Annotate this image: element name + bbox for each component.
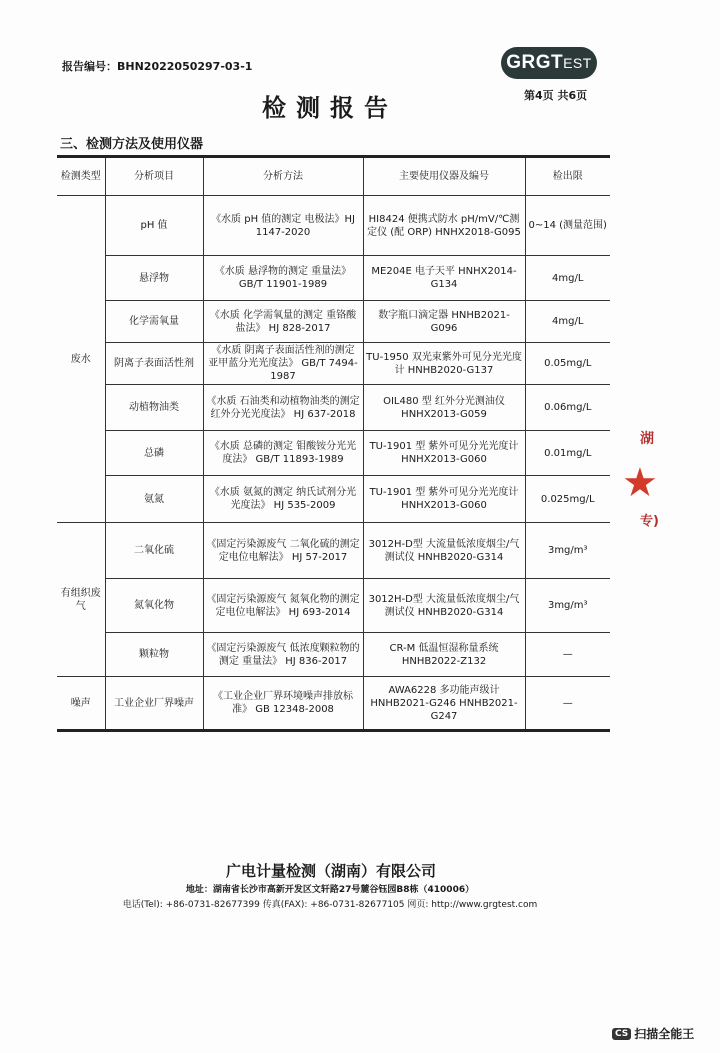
- table-row: [57, 431, 610, 476]
- method-cell: 《固定污染源废气 氮氧化物的测定 定电位电解法》 HJ 693-2014: [203, 579, 363, 633]
- item-cell: 总磷: [105, 431, 203, 476]
- instrument-cell: 3012H-D型 大流量低浓度烟尘/气测试仪 HNHB2020-G314: [363, 523, 525, 579]
- grgtest-logo: [501, 47, 597, 79]
- limit-cell: —: [525, 633, 610, 677]
- method-cell: 《水质 悬浮物的测定 重量法》 GB/T 11901-1989: [203, 256, 363, 301]
- watermark-label: 扫描全能王: [634, 1027, 695, 1041]
- item-cell: 颗粒物: [105, 633, 203, 677]
- table-row: [57, 301, 610, 343]
- company-name: 广电计量检测（湖南）有限公司: [225, 862, 436, 880]
- camscanner-icon: CS: [612, 1028, 631, 1040]
- item-cell: 化学需氧量: [105, 301, 203, 343]
- methods-table: [57, 155, 610, 732]
- instrument-cell: TU-1901 型 紫外可见分光光度计 HNHX2013-G060: [363, 431, 525, 476]
- scanner-watermark: [612, 1025, 694, 1042]
- column-header: 主要使用仪器及编号: [363, 157, 525, 196]
- item-cell: 阴离子表面活性剂: [105, 343, 203, 385]
- table-row: [57, 385, 610, 431]
- detection-type-cell: 有组织废气: [57, 523, 105, 677]
- item-cell: 工业企业厂界噪声: [105, 677, 203, 731]
- item-cell: 氨氮: [105, 476, 203, 523]
- detection-type-cell: 噪声: [57, 677, 105, 731]
- table-header-row: [57, 157, 610, 196]
- method-cell: 《固定污染源废气 低浓度颗粒物的测定 重量法》 HJ 836-2017: [203, 633, 363, 677]
- column-header: 检测类型: [57, 157, 105, 196]
- seal-text-bottom: 专): [640, 514, 659, 529]
- item-cell: 二氧化硫: [105, 523, 203, 579]
- limit-cell: 0.05mg/L: [525, 343, 610, 385]
- section-title: 三、检测方法及使用仪器: [60, 137, 204, 152]
- instrument-cell: CR-M 低温恒湿称量系统 HNHB2022-Z132: [363, 633, 525, 677]
- item-cell: pH 值: [105, 196, 203, 256]
- item-cell: 动植物油类: [105, 385, 203, 431]
- logo-main: GRGT: [506, 52, 564, 73]
- company-seal: [622, 420, 662, 545]
- limit-cell: 0.025mg/L: [525, 476, 610, 523]
- report-number: 报告编号：BHN2022050297-03-1: [62, 60, 253, 73]
- limit-cell: 3mg/m³: [525, 579, 610, 633]
- seal-star-icon: ★: [622, 460, 658, 506]
- instrument-cell: OIL480 型 红外分光测油仪 HNHX2013-G059: [363, 385, 525, 431]
- method-cell: 《水质 化学需氧量的测定 重铬酸盐法》 HJ 828-2017: [203, 301, 363, 343]
- limit-cell: —: [525, 677, 610, 731]
- document-title: 检测报告: [262, 94, 398, 122]
- table-row: [57, 256, 610, 301]
- table-row: [57, 633, 610, 677]
- instrument-cell: AWA6228 多功能声级计 HNHB2021-G246 HNHB2021-G247: [363, 677, 525, 731]
- method-cell: 《水质 阴离子表面活性剂的测定 亚甲蓝分光光度法》 GB/T 7494-1987: [203, 343, 363, 385]
- instrument-cell: 3012H-D型 大流量低浓度烟尘/气测试仪 HNHB2020-G314: [363, 579, 525, 633]
- limit-cell: 0.06mg/L: [525, 385, 610, 431]
- page-number: 第4页 共6页: [524, 89, 588, 102]
- column-header: 分析方法: [203, 157, 363, 196]
- method-cell: 《水质 氨氮的测定 纳氏试剂分光光度法》 HJ 535-2009: [203, 476, 363, 523]
- logo-sub: EST: [563, 55, 592, 71]
- column-header: 检出限: [525, 157, 610, 196]
- table-row: [57, 343, 610, 385]
- instrument-cell: 数字瓶口滴定器 HNHB2021-G096: [363, 301, 525, 343]
- limit-cell: 4mg/L: [525, 301, 610, 343]
- method-cell: 《固定污染源废气 二氧化硫的测定 定电位电解法》 HJ 57-2017: [203, 523, 363, 579]
- limit-cell: 4mg/L: [525, 256, 610, 301]
- company-address: 地址：湖南省长沙市高新开发区文轩路27号麓谷钰园B8栋（410006）: [185, 885, 475, 895]
- item-cell: 氮氧化物: [105, 579, 203, 633]
- limit-cell: 0.01mg/L: [525, 431, 610, 476]
- method-cell: 《水质 pH 值的测定 电极法》HJ 1147-2020: [203, 196, 363, 256]
- instrument-cell: ME204E 电子天平 HNHX2014-G134: [363, 256, 525, 301]
- instrument-cell: HI8424 便携式防水 pH/mV/℃测定仪 (配 ORP) HNHX2018-G095: [363, 196, 525, 256]
- method-cell: 《工业企业厂界环境噪声排放标准》 GB 12348-2008: [203, 677, 363, 731]
- detection-type-cell: 废水: [57, 196, 105, 523]
- instrument-cell: TU-1950 双光束紫外可见分光光度计 HNHB2020-G137: [363, 343, 525, 385]
- table-row: [57, 476, 610, 523]
- method-cell: 《水质 总磷的测定 钼酸铵分光光度法》 GB/T 11893-1989: [203, 431, 363, 476]
- table-row: [57, 677, 610, 731]
- table-row: [57, 196, 610, 256]
- table-row: [57, 579, 610, 633]
- table-row: [57, 523, 610, 579]
- limit-cell: 3mg/m³: [525, 523, 610, 579]
- seal-text-top: 湖: [640, 431, 654, 447]
- method-cell: 《水质 石油类和动植物油类的测定 红外分光光度法》 HJ 637-2018: [203, 385, 363, 431]
- company-contact: 电话(Tel): +86-0731-82677399 传真(FAX): +86-0731-82677105 网页: http://www.grgtest.com: [122, 900, 538, 910]
- instrument-cell: TU-1901 型 紫外可见分光光度计 HNHX2013-G060: [363, 476, 525, 523]
- column-header: 分析项目: [105, 157, 203, 196]
- limit-cell: 0~14 (测量范围): [525, 196, 610, 256]
- item-cell: 悬浮物: [105, 256, 203, 301]
